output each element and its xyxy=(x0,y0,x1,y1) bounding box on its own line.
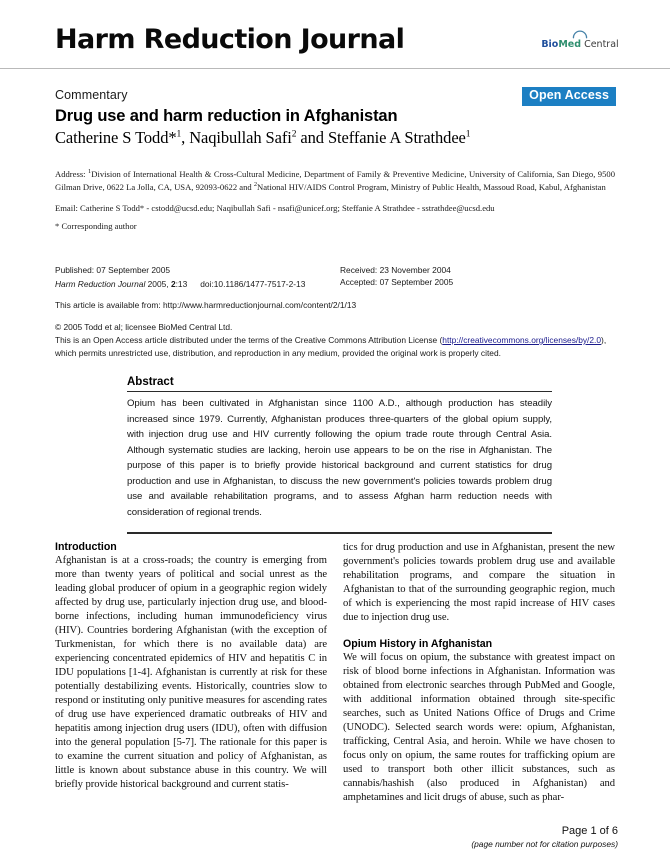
received-date: Received: 23 November 2004 xyxy=(340,265,451,275)
page-title: Drug use and harm reduction in Afghanistan xyxy=(55,107,398,125)
citation-issue: :13 xyxy=(175,279,188,289)
citation-line xyxy=(55,278,615,291)
license-text-post: ), xyxy=(601,334,607,345)
opium-history-paragraph: We will focus on opium, the substance with greatest impact on risk of blood borne infections in Afghanistan. Information was obtained from electronic searches through PubMed and Google, with additional information obtained through site-specific searches, such as United Nations Office of Drugs and Crime (UNODC). Selected search words were: opium, Afghanistan, trafficking, Central Asia, and heroin. While we have chosen to focus only on opium, the same routes for trafficking opium are used to transport both other illicit substances, such as cannabis/hashish (also produced in Afghanistan) and amphetamines and licit drugs of abuse, such as phar- xyxy=(343,651,615,803)
article-type-label: Commentary xyxy=(55,88,128,102)
biomed-central-wordmark xyxy=(524,40,636,50)
email-text: Email: Catherine S Todd* - cstodd@ucsd.edu; Naqibullah Safi - nsafi@unicef.org; Steffanie A Strathdee - sstrathdee@ucsd.edu xyxy=(55,203,495,214)
biomed-central-logo[interactable] xyxy=(524,25,636,50)
accepted-date: Accepted: 07 September 2005 xyxy=(340,277,454,287)
open-access-badge[interactable]: Open Access xyxy=(522,87,616,106)
publication-info xyxy=(55,264,615,360)
article-url-line[interactable]: This article is available from: http://www.harmreductionjournal.com/content/2/1/13 xyxy=(55,299,357,310)
license-link[interactable]: http://creativecommons.org/licenses/by/2.0 xyxy=(442,334,602,345)
biomed-arc-icon xyxy=(569,25,591,39)
copyright-line: © 2005 Todd et al; licensee BioMed Central Ltd. xyxy=(55,322,233,333)
citation-purposes-note: (page number not for citation purposes) xyxy=(471,839,618,849)
section-heading-opium-history: Opium History in Afghanistan xyxy=(343,637,493,650)
citation-volume: 2 xyxy=(170,279,176,289)
masthead xyxy=(0,0,670,69)
affiliation-block xyxy=(55,167,615,233)
logo-bio-text: Bio xyxy=(541,39,559,50)
copyright-block xyxy=(55,321,615,359)
body-columns xyxy=(55,541,615,811)
column-right xyxy=(343,541,615,804)
license-text-pre: This is an Open Access article distributed under the terms of the Creative Commons Attribution License ( xyxy=(55,334,443,345)
abstract-text: Opium has been cultivated in Afghanistan since 1100 A.D., although production has steadily increased since 1979. Currently, Afghanistan produces three-quarters of the global opium supply, with injection drug use and HIV currently following the opium trade route through Central Asia. Although systematic studies are lacking, heroin use appears to be on the rise in Afghanistan. The purpose of this paper is to briefly provide historical background and current statistics for drug production and use in Afghanistan, to discuss the new government's policies towards problem drug use and available rehabilitation programs, and to assess Afghan harm reduction needs with consideration of regional trends. xyxy=(127,398,552,518)
abstract-top-divider xyxy=(127,391,552,392)
section-heading-introduction: Introduction xyxy=(55,541,117,553)
page-number: Page 1 of 6 xyxy=(561,825,618,837)
citation-doi: doi:10.1186/1477-7517-2-13 xyxy=(200,279,306,289)
address-text: Address: $^1$Division of International Health & Cross-Cultural Medicine, Department of Family & Preventive Medicine, University of California, San Diego, 9500 Gilman Drive, 0622 La Jolla, CA, USA, 92093-0622 and $^2$National HIV/AIDS Control Program, Ministry of Public Health, Massoud Road, Kabul, Afghanistan xyxy=(55,168,615,192)
author-list: Catherine S Todd*$^1$, Naqibullah Safi$^2$ and Steffanie A Strathdee$^1$ xyxy=(55,128,471,147)
article-header xyxy=(55,88,615,148)
license-line xyxy=(55,334,615,347)
license-line-2: which permits unrestricted use, distribution, and reproduction in any medium, provided the original work is properly cited. xyxy=(55,347,501,358)
published-date: Published: 07 September 2005 xyxy=(55,265,171,275)
journal-title: Harm Reduction Journal xyxy=(55,24,405,55)
corresponding-author-note: * Corresponding author xyxy=(55,221,137,232)
abstract-heading: Abstract xyxy=(127,376,174,388)
logo-med-text: Med xyxy=(558,39,582,50)
citation-year: 2005, xyxy=(147,279,171,289)
abstract-bottom-divider xyxy=(127,532,552,533)
introduction-paragraph-continued: tics for drug production and use in Afghanistan, present the new government's policies towards problem drug use and available rehabilitation programs, and compare the situation in Afghanistan to that of the surrounding geographic region, much of which is experiencing the most rapid increase of HIV cases due to injection drug use. xyxy=(343,542,615,623)
masthead-divider xyxy=(0,68,670,69)
introduction-paragraph: Afghanistan is at a cross-roads; the country is emerging from more than twenty years of political and social unrest as the leading global producer of opium in a geographic region widely affected by drug use, particularly injection drug use, and blood-borne infections, including human immunodeficiency virus (HIV). Countries bordering Afghanistan (with the exception of Turkmenistan, for which there is no available data) are experiencing concentrated epidemics of HIV and hepatitis C in IDU populations [1-4]. Afghanistan is currently at risk for these potentially destabilizing events. Historically, countries slow to respond or instituting only punitive measures for ascending rates of drug use have experienced dramatic outbreaks of HIV and hepatitis among injection drug users (IDU), often with diffusion into the general population [5-7]. The rationale for this paper is to examine the current situation and policy of Afghanistan, as little is known about substance abuse in this country. We will briefly provide historical background and current statis- xyxy=(55,555,327,790)
column-left xyxy=(55,541,327,791)
logo-central-text: Central xyxy=(584,39,619,50)
citation-journal-name: Harm Reduction Journal xyxy=(55,279,146,289)
page-footer xyxy=(471,825,618,849)
abstract-section xyxy=(127,376,552,534)
